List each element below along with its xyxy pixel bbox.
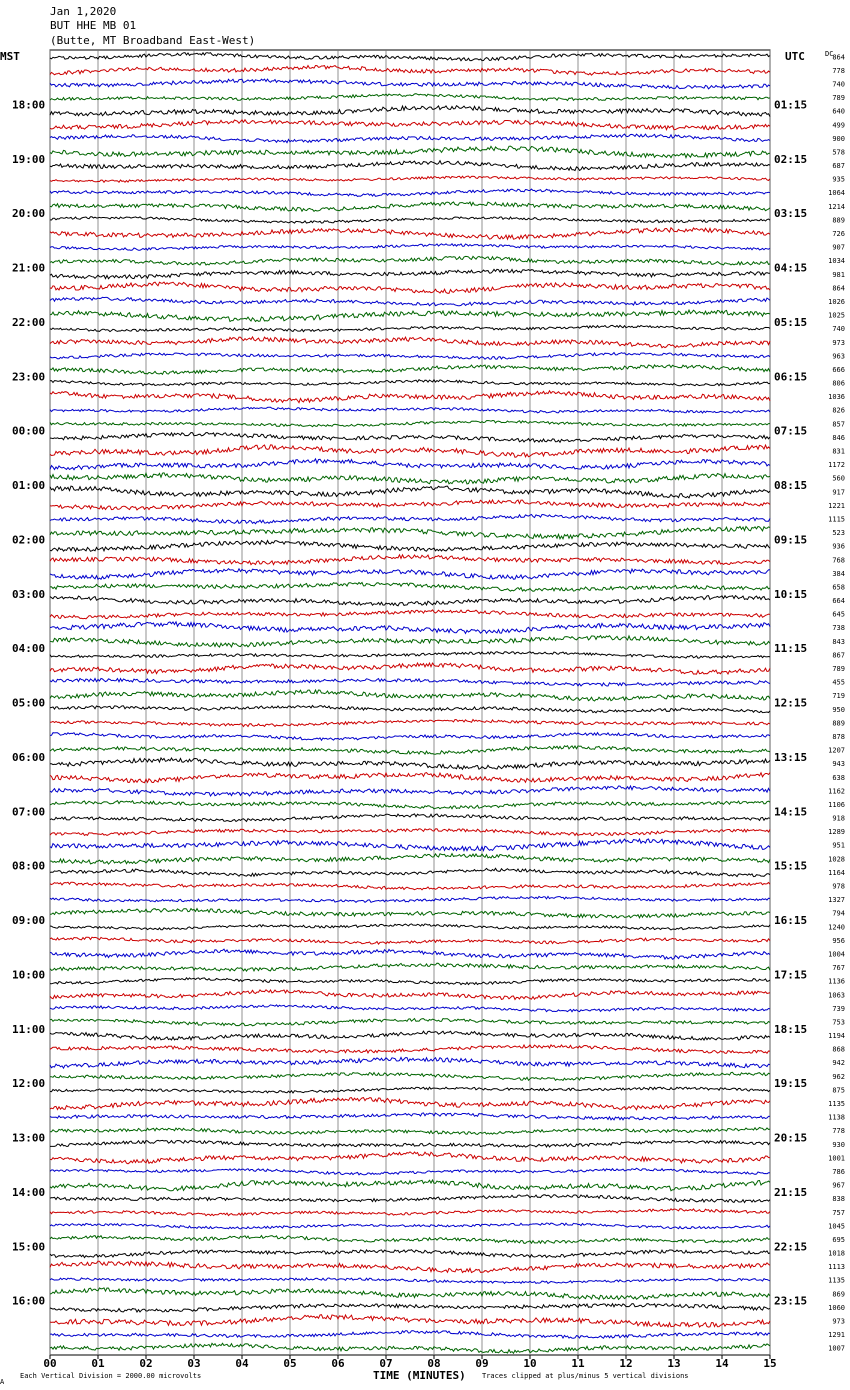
trace-line	[50, 459, 770, 470]
trace-count-value: 1007	[828, 1344, 845, 1353]
trace-line	[50, 228, 770, 239]
trace-line	[50, 391, 770, 403]
trace-count-value: 1162	[828, 787, 845, 796]
trace-line	[50, 94, 770, 101]
left-hour-label: 04:00	[12, 642, 46, 656]
trace-line	[50, 134, 770, 143]
right-hour-label: 16:15	[774, 914, 808, 927]
trace-count-value: 523	[832, 529, 845, 538]
trace-line	[50, 829, 770, 836]
trace-count-value: 1115	[828, 515, 845, 524]
right-hour-label: 10:15	[774, 587, 808, 601]
trace-line	[50, 1168, 770, 1175]
trace-count-value: 1138	[828, 1113, 845, 1122]
trace-line	[50, 106, 770, 117]
x-tick-label: 09	[475, 1357, 489, 1370]
trace-count-value: 794	[832, 909, 845, 918]
trace-line	[50, 1005, 770, 1012]
trace-count-value: 719	[832, 692, 845, 701]
trace-count-value: 1001	[828, 1154, 845, 1163]
trace-count-value: 1004	[828, 950, 845, 959]
trace-count-value: 826	[832, 406, 845, 415]
trace-count-value: 560	[832, 474, 845, 483]
trace-line	[50, 146, 770, 158]
trace-count-value: 1034	[828, 257, 845, 266]
right-hour-label: 11:15	[774, 642, 808, 656]
right-hour-label: 05:15	[774, 315, 808, 329]
left-hour-label: 13:00	[12, 1131, 46, 1145]
right-hour-labels	[774, 98, 807, 1307]
trace-line	[50, 854, 770, 865]
trace-count-value: 889	[832, 216, 845, 225]
left-hour-label: 05:00	[12, 696, 46, 710]
trace-count-value: 1172	[828, 461, 845, 470]
trace-line	[50, 66, 770, 76]
trace-line	[50, 79, 770, 89]
left-hour-label: 20:00	[12, 207, 46, 221]
left-hour-label: 16:00	[12, 1294, 46, 1308]
trace-count-value: 767	[832, 964, 845, 973]
trace-count-value: 1327	[828, 896, 845, 905]
trace-line	[50, 1128, 770, 1135]
trace-line	[50, 325, 770, 331]
trace-count-value: 455	[832, 678, 845, 687]
left-hour-label: 12:00	[12, 1077, 46, 1091]
trace-count-value: 740	[832, 325, 845, 334]
trace-count-value: 687	[832, 162, 845, 170]
trace-line	[50, 814, 770, 822]
left-hour-label: 06:00	[12, 750, 46, 764]
x-tick-label: 15	[763, 1357, 777, 1370]
trace-count-value: 918	[832, 814, 845, 823]
trace-count-value: 695	[832, 1236, 845, 1244]
trace-line	[50, 297, 770, 306]
left-hour-label: 09:00	[12, 914, 46, 927]
right-hour-label: 20:15	[774, 1131, 808, 1145]
trace-line	[50, 636, 770, 647]
right-hour-label: 21:15	[774, 1185, 808, 1199]
trace-line	[50, 1087, 770, 1093]
clip-note: Traces clipped at plus/minus 5 vertical divisions	[482, 1372, 689, 1380]
left-hour-labels	[12, 98, 45, 1307]
trace-count-value: 864	[832, 53, 845, 62]
trace-line	[50, 949, 770, 959]
trace-count-value: 645	[832, 610, 845, 619]
trace-count-value: 917	[832, 488, 845, 497]
trace-count-value: 789	[832, 94, 845, 103]
trace-line	[50, 486, 770, 498]
trace-line	[50, 622, 770, 634]
trace-line	[50, 652, 770, 659]
trace-count-value: 499	[832, 121, 845, 130]
trace-line	[50, 663, 770, 674]
trace-count-value: 878	[832, 733, 845, 741]
trace-count-value: 838	[832, 1195, 845, 1204]
trace-count-value: 1164	[828, 868, 845, 877]
trace-line	[50, 527, 770, 539]
trace-line	[50, 473, 770, 484]
trace-count-value: 846	[832, 433, 845, 442]
right-hour-label: 12:15	[774, 696, 808, 710]
trace-line	[50, 882, 770, 890]
trace-count-value: 973	[832, 1317, 845, 1326]
trace-line	[50, 515, 770, 524]
record-date: Jan 1,2020	[50, 5, 117, 18]
trace-count-value: 658	[832, 583, 845, 592]
trace-count-value: 768	[832, 556, 845, 565]
x-tick-label: 06	[331, 1357, 345, 1370]
seismic-traces	[50, 53, 770, 1354]
trace-count-value: 864	[832, 284, 845, 293]
trace-count-value: 806	[832, 379, 845, 388]
trace-count-value: 384	[832, 569, 845, 578]
trace-count-values	[828, 53, 845, 1352]
trace-line	[50, 839, 770, 851]
trace-count-value: 868	[832, 1045, 845, 1054]
trace-line	[50, 310, 770, 321]
trace-count-value: 1221	[828, 501, 845, 510]
trace-line	[50, 1031, 770, 1040]
trace-count-value: 1064	[828, 189, 845, 198]
trace-line	[50, 679, 770, 687]
left-timezone-label: MST	[0, 50, 20, 63]
trace-line	[50, 365, 770, 374]
x-tick-label: 08	[427, 1357, 441, 1370]
trace-line	[50, 909, 770, 918]
trace-line	[50, 786, 770, 796]
trace-count-value: 1207	[828, 746, 845, 755]
trace-count-value: 1028	[828, 855, 845, 864]
trace-count-value: 666	[832, 366, 845, 374]
trace-count-value: 907	[832, 243, 845, 252]
trace-line	[50, 1180, 770, 1191]
trace-count-value: 1060	[828, 1303, 845, 1312]
corner-mark: A	[0, 1378, 5, 1386]
trace-line	[50, 1019, 770, 1026]
trace-count-value: 936	[832, 542, 845, 551]
right-hour-label: 02:15	[774, 152, 808, 166]
right-timezone-label: UTC	[785, 50, 805, 63]
trace-line	[50, 1315, 770, 1327]
trace-line	[50, 610, 770, 619]
trace-count-value: 942	[832, 1059, 845, 1068]
trace-line	[50, 120, 770, 130]
trace-count-value: 963	[832, 352, 845, 361]
trace-count-value: 778	[832, 1127, 845, 1136]
trace-line	[50, 868, 770, 876]
left-hour-label: 03:00	[12, 587, 46, 601]
trace-count-value: 1240	[828, 923, 845, 932]
left-hour-label: 11:00	[12, 1022, 46, 1036]
x-tick-label: 05	[283, 1357, 297, 1370]
trace-count-value: 1214	[828, 202, 845, 211]
x-tick-label: 03	[187, 1357, 201, 1370]
x-tick-label: 11	[571, 1357, 585, 1370]
x-tick-label: 01	[91, 1357, 105, 1370]
trace-line	[50, 176, 770, 182]
trace-count-value: 638	[832, 773, 845, 782]
right-hour-label: 04:15	[774, 261, 808, 275]
right-hour-label: 07:15	[774, 424, 808, 438]
trace-count-value: 962	[832, 1072, 845, 1081]
trace-line	[50, 541, 770, 552]
trace-count-value: 726	[832, 230, 845, 238]
trace-line	[50, 937, 770, 944]
trace-line	[50, 555, 770, 565]
trace-count-value: 753	[832, 1018, 845, 1027]
trace-line	[50, 269, 770, 278]
trace-line	[50, 1195, 770, 1203]
left-hour-label: 08:00	[12, 859, 46, 873]
trace-line	[50, 990, 770, 1000]
trace-count-value: 1291	[828, 1331, 845, 1340]
trace-count-value: 950	[832, 705, 845, 714]
trace-line	[50, 1113, 770, 1120]
station-code: BUT HHE MB 01	[50, 19, 137, 32]
trace-count-value: 1194	[828, 1032, 845, 1040]
right-hour-label: 01:15	[774, 98, 808, 112]
trace-line	[50, 1288, 770, 1300]
trace-line	[50, 1072, 770, 1080]
trace-count-value: 786	[832, 1168, 845, 1176]
right-hour-label: 18:15	[774, 1022, 808, 1036]
trace-line	[50, 1140, 770, 1147]
trace-count-value: 578	[832, 148, 845, 157]
right-hour-label: 09:15	[774, 533, 808, 547]
trace-line	[50, 963, 770, 971]
trace-line	[50, 445, 770, 457]
right-hour-label: 14:15	[774, 805, 808, 819]
trace-line	[50, 1098, 770, 1110]
trace-line	[50, 690, 770, 701]
right-hour-label: 03:15	[774, 207, 808, 221]
left-hour-label: 14:00	[12, 1185, 46, 1199]
trace-line	[50, 217, 770, 223]
trace-count-value: 1026	[828, 298, 845, 306]
trace-line	[50, 1331, 770, 1339]
trace-count-value: 1113	[828, 1263, 845, 1272]
trace-line	[50, 433, 770, 443]
x-axis-title: TIME (MINUTES)	[373, 1369, 466, 1382]
trace-count-value: 739	[832, 1004, 845, 1013]
trace-line	[50, 1278, 770, 1284]
left-hour-label: 07:00	[12, 805, 46, 819]
trace-count-value: 943	[832, 760, 845, 769]
trace-count-value: 789	[832, 665, 845, 673]
trace-count-value: 981	[832, 270, 845, 279]
right-hour-label: 15:15	[774, 859, 808, 873]
trace-count-value: 1135	[828, 1276, 845, 1285]
trace-line	[50, 978, 770, 985]
right-hour-label: 23:15	[774, 1294, 808, 1308]
trace-line	[50, 924, 770, 930]
left-hour-label: 01:00	[12, 479, 46, 492]
trace-line	[50, 282, 770, 293]
trace-count-value: 1018	[828, 1249, 845, 1258]
left-hour-label: 22:00	[12, 315, 46, 329]
trace-count-value: 1025	[828, 311, 845, 320]
left-hour-label: 19:00	[12, 152, 46, 166]
trace-count-value: 951	[832, 841, 845, 850]
right-hour-label: 22:15	[774, 1240, 808, 1254]
right-hour-label: 08:15	[774, 479, 808, 492]
trace-count-value: 1036	[828, 393, 845, 402]
trace-count-value: 740	[832, 80, 845, 89]
x-tick-label: 10	[523, 1357, 537, 1370]
trace-line	[50, 1250, 770, 1258]
trace-count-value: 1045	[828, 1222, 845, 1231]
left-hour-label: 15:00	[12, 1240, 46, 1254]
trace-count-value: 1289	[828, 828, 845, 837]
trace-line	[50, 1152, 770, 1164]
trace-line	[50, 1223, 770, 1229]
trace-line	[50, 1057, 770, 1068]
x-axis	[43, 1355, 776, 1370]
trace-line	[50, 189, 770, 196]
trace-line	[50, 500, 770, 510]
x-tick-label: 07	[379, 1357, 393, 1370]
trace-count-value: 857	[832, 420, 845, 429]
trace-line	[50, 1261, 770, 1272]
trace-line	[50, 1343, 770, 1353]
trace-count-value: 956	[832, 936, 845, 945]
left-hour-label: 10:00	[12, 968, 46, 982]
left-hour-label: 18:00	[12, 98, 46, 112]
trace-count-value: 640	[832, 107, 845, 116]
trace-count-value: 973	[832, 338, 845, 347]
trace-count-value: 1063	[828, 991, 845, 1000]
trace-line	[50, 1045, 770, 1053]
trace-line	[50, 337, 770, 348]
station-location: (Butte, MT Broadband East-West)	[50, 34, 256, 47]
trace-line	[50, 380, 770, 386]
trace-count-value: 869	[832, 1290, 845, 1299]
left-hour-label: 23:00	[12, 370, 46, 384]
trace-count-value: 778	[832, 66, 845, 75]
trace-line	[50, 353, 770, 360]
trace-line	[50, 1304, 770, 1312]
trace-line	[50, 202, 770, 211]
trace-line	[50, 801, 770, 809]
trace-line	[50, 596, 770, 606]
trace-count-value: 935	[832, 175, 845, 184]
trace-line	[50, 758, 770, 769]
trace-line	[50, 53, 770, 61]
trace-line	[50, 733, 770, 741]
trace-line	[50, 1236, 770, 1244]
trace-count-value: 930	[832, 1140, 845, 1149]
right-hour-label: 06:15	[774, 370, 808, 384]
trace-line	[50, 256, 770, 265]
right-hour-label: 13:15	[774, 750, 808, 764]
trace-count-value: 738	[832, 624, 845, 633]
trace-count-value: 1135	[828, 1100, 845, 1108]
trace-count-value: 664	[832, 597, 845, 605]
trace-line	[50, 244, 770, 251]
trace-count-value: 867	[832, 651, 845, 660]
trace-count-value: 875	[832, 1086, 845, 1095]
x-tick-label: 02	[139, 1357, 153, 1370]
right-hour-label: 17:15	[774, 968, 808, 982]
trace-line	[50, 161, 770, 171]
trace-line	[50, 773, 770, 783]
x-tick-label: 12	[619, 1357, 633, 1370]
trace-line	[50, 583, 770, 592]
trace-count-value: 757	[832, 1208, 845, 1217]
right-hour-label: 19:15	[774, 1077, 808, 1091]
trace-count-value: 831	[832, 447, 845, 456]
left-hour-label: 21:00	[12, 261, 46, 275]
trace-count-value: 843	[832, 637, 845, 646]
trace-line	[50, 407, 770, 413]
x-tick-label: 13	[667, 1357, 681, 1370]
trace-count-value: 889	[832, 719, 845, 728]
x-tick-label: 04	[235, 1357, 249, 1370]
trace-line	[50, 720, 770, 727]
trace-line	[50, 1209, 770, 1216]
trace-line	[50, 706, 770, 713]
trace-line	[50, 746, 770, 755]
x-tick-label: 14	[715, 1357, 729, 1370]
corner-dc-label: DC	[825, 50, 834, 58]
trace-line	[50, 896, 770, 902]
trace-count-value: 967	[832, 1181, 845, 1190]
trace-line	[50, 569, 770, 580]
left-hour-label: 00:00	[12, 424, 46, 438]
trace-count-value: 900	[832, 134, 845, 143]
trace-line	[50, 421, 770, 427]
trace-count-value: 1106	[828, 801, 845, 809]
trace-count-value: 978	[832, 882, 845, 891]
left-hour-label: 02:00	[12, 533, 46, 547]
scale-note: Each Vertical Division = 2000.00 microvolts	[20, 1372, 202, 1380]
x-tick-label: 00	[43, 1357, 57, 1370]
trace-count-value: 1136	[828, 977, 845, 986]
